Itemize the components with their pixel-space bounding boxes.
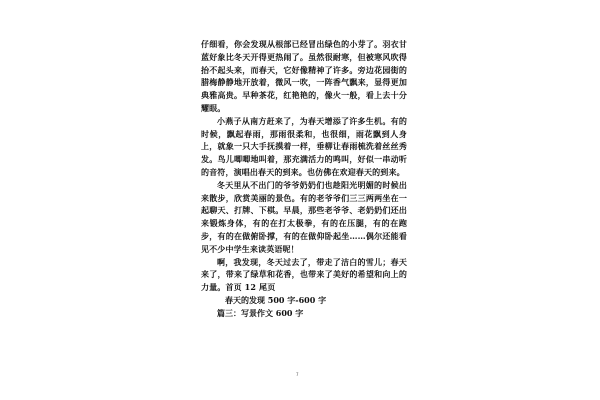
paragraph-plants: 仔细看，你会发现从根部已经冒出绿色的小芽了。羽衣甘蓝好象比冬天开得更热闹了。虽然很耐寒，但被寒风吹得抬不起头来，而春天，它好像精神了许多。旁边花园街的腊梅静静地开放着，微风一吹，一阵香气飘来，显得更加典雅高贵。早种茶花，红艳艳的，像火一般，看上去十分耀眼。 bbox=[201, 39, 407, 113]
document-body bbox=[201, 38, 407, 320]
paragraph-swallows-rain: 小燕子从南方赶来了，为春天增添了许多生机。有的时候，飘起春雨，那雨很柔和，也很细，雨花飘到人身上，就象一只大手抚摸着一样，垂柳让春雨梳洗着丝丝秀发。鸟儿唧唧地叫着，那充满活力的鸣叫，好似一串动听的音符，演唱出春天的到来。也仿佛在欢迎春天的到来。 bbox=[201, 115, 407, 177]
page-number: 7 bbox=[296, 372, 299, 377]
paragraph-elderly-exercise: 冬天里从不出门的爷爷奶奶们也趁阳光明媚的时候出来散步，欣赏美丽的景色。有的老爷爷们三三两两坐在一起聊天、打牌、下棋。早晨，那些老爷爷、老奶奶们还出来锻炼身体，有的在打太极拳，有的在压腿，有的在跑步，有的在做俯卧撑，有的在做仰卧起坐……偶尔还能看见不少中学生来读英语呢！ bbox=[201, 179, 407, 254]
article-title-line: 春天的发现 500 字-600 字 bbox=[225, 294, 327, 305]
paragraph-conclusion: 啊，我发现，冬天过去了，带走了洁白的雪儿；春天来了，带来了绿草和花香，也带来了美好的希望和向上的力量。首页 12 尾页 bbox=[201, 256, 407, 293]
next-article-heading: 篇三：写景作文 600 字 bbox=[217, 307, 304, 318]
